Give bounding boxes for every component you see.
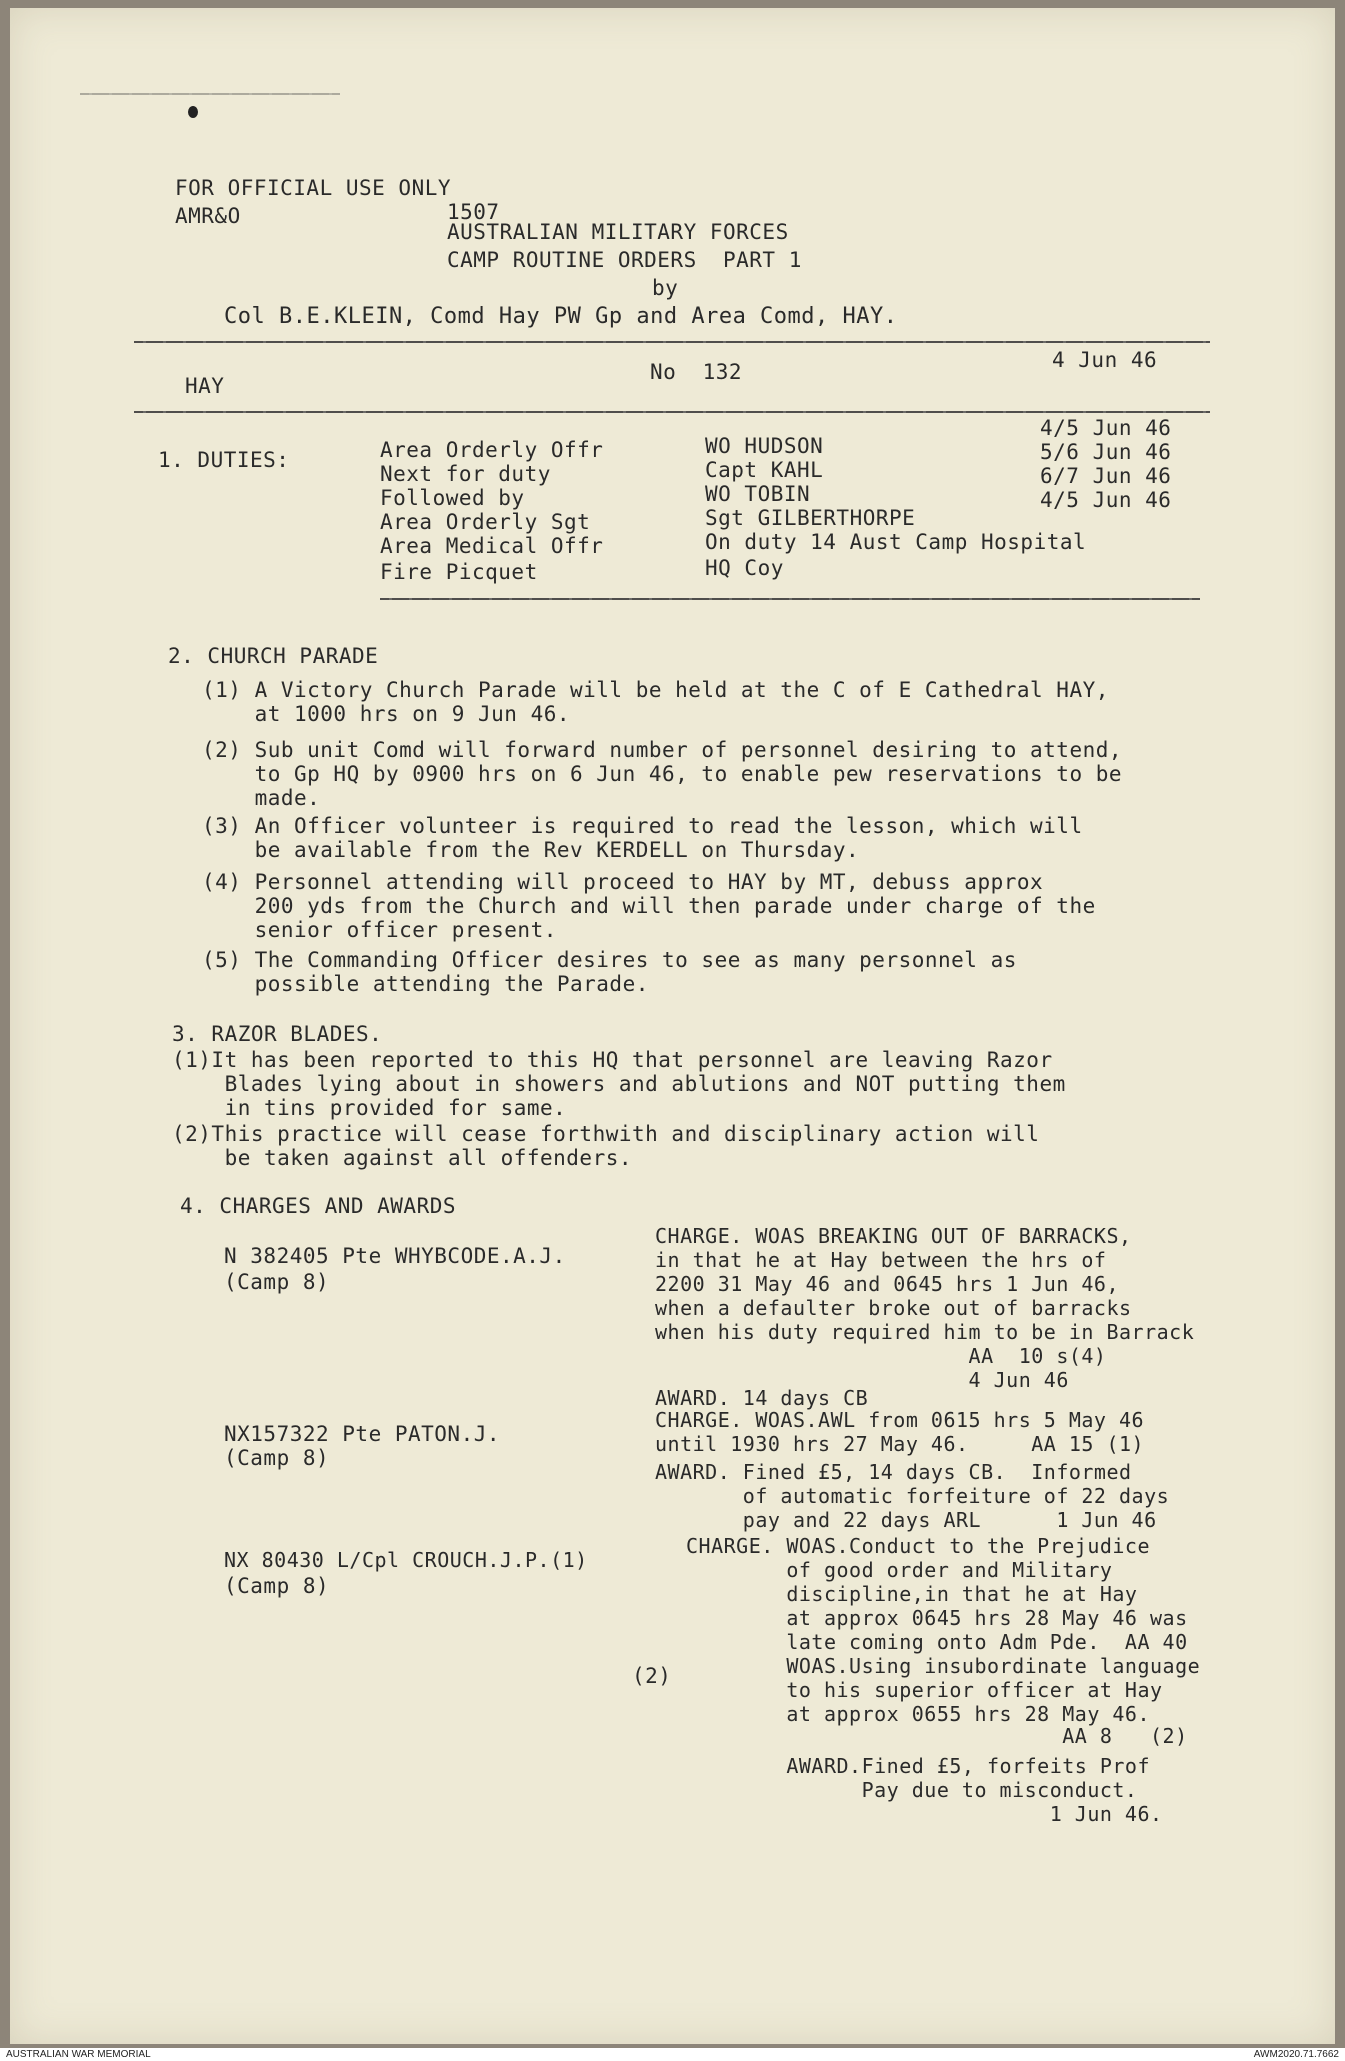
duties-heading: 1. DUTIES: [158,448,290,472]
duty-name: WO TOBIN [705,482,811,506]
church-line: at 1000 hrs on 9 Jun 46. [202,702,571,726]
charge-soldier: N 382405 Pte WHYBCODE.A.J. [224,1244,566,1268]
duty-name: HQ Coy [705,556,784,580]
award-line: 1 Jun 46. [686,1802,1163,1826]
reference-code: AMR&O [175,204,241,228]
razor-line: Blades lying about in showers and ablutions and NOT putting them [172,1072,1066,1096]
charge-line: discipline,in that he at Hay [686,1582,1138,1606]
number-code: 1507 [447,200,500,224]
duty-role: Followed by [380,486,525,510]
church-line: (5) The Commanding Officer desires to see as many personnel as [202,948,1017,972]
force-title: AUSTRALIAN MILITARY FORCES [447,220,789,244]
duty-date: 6/7 Jun 46 [1040,464,1172,488]
church-line: (1) A Victory Church Parade will be held at the C of E Cathedral HAY, [202,678,1109,702]
charge-line: AA 10 s(4) [655,1344,1107,1368]
duty-name: On duty 14 Aust Camp Hospital [705,530,1087,554]
charge-line: in that he at Hay between the hrs of [655,1248,1107,1272]
top-scratch-line [80,93,340,95]
charge-line: WOAS.Using insubordinate language [686,1654,1201,1678]
charge-line: CHARGE. WOAS.Conduct to the Prejudice [686,1534,1151,1558]
charge-line: CHARGE. WOAS.AWL from 0615 hrs 5 May 46 [655,1408,1145,1432]
place-name: HAY [185,374,225,398]
charge-line: late coming onto Adm Pde. AA 40 [686,1630,1188,1654]
church-line: 200 yds from the Church and will then parade under charge of the [202,894,1096,918]
duty-role: Area Orderly Offr [380,438,604,462]
razor-line: (2)This practice will cease forthwith and disciplinary action will [172,1122,1040,1146]
charge-soldier: NX 80430 L/Cpl CROUCH.J.P.(1) [224,1548,588,1572]
razor-heading: 3. RAZOR BLADES. [172,1022,383,1046]
church-line: made. [202,786,321,810]
church-line: be available from the Rev KERDELL on Thursday. [202,838,860,862]
classification-line: FOR OFFICIAL USE ONLY [175,176,452,200]
duty-name: Capt KAHL [705,458,824,482]
award-line: pay and 22 days ARL 1 Jun 46 [655,1508,1157,1532]
charge-line: at approx 0645 hrs 28 May 46 was [686,1606,1188,1630]
charge-camp: (Camp 8) [224,1446,330,1470]
razor-line: in tins provided for same. [172,1096,567,1120]
duty-date: 4/5 Jun 46 [1040,416,1172,440]
duty-role: Next for duty [380,462,551,486]
church-line: (4) Personnel attending will proceed to HAY by MT, debuss approx [202,870,1044,894]
charge-line: AA 8 (2) [686,1724,1188,1748]
charge-line: 4 Jun 46 [655,1368,1069,1392]
award-line: AWARD. 14 days CB [655,1386,869,1410]
charge-line: until 1930 hrs 27 May 46. AA 15 (1) [655,1432,1145,1456]
award-line: Pay due to misconduct. [686,1778,1138,1802]
church-heading: 2. CHURCH PARADE [168,644,379,668]
archive-footer [0,2048,1345,2061]
duties-rule [380,598,1200,600]
duty-role: Fire Picquet [380,560,538,584]
award-line: AWARD. Fined £5, 14 days CB. Informed [655,1460,1132,1484]
header-rule-bottom [134,411,1210,413]
charges-heading: 4. CHARGES AND AWARDS [180,1194,457,1218]
charge-line: at approx 0655 hrs 28 May 46. [686,1702,1151,1726]
archive-name: AUSTRALIAN WAR MEMORIAL [6,2049,151,2060]
charge-camp: (Camp 8) [224,1574,330,1598]
razor-line: be taken against all offenders. [172,1146,633,1170]
duty-date: 4/5 Jun 46 [1040,488,1172,512]
duty-name: Sgt GILBERTHORPE [705,506,916,530]
award-line: AWARD.Fined £5, forfeits Prof [686,1754,1151,1778]
order-number: No 132 [650,360,743,384]
charge-line: of good order and Military [686,1558,1113,1582]
duty-role: Area Medical Offr [380,534,604,558]
header-rule-top [134,341,1210,343]
award-line: of automatic forfeiture of 22 days [655,1484,1170,1508]
issuer-line: Col B.E.KLEIN, Comd Hay PW Gp and Area Comd, HAY. [224,304,898,329]
order-date: 4 Jun 46 [1052,348,1158,372]
page-number: (2) [632,1664,672,1688]
church-line: senior officer present. [202,918,557,942]
charge-line: CHARGE. WOAS BREAKING OUT OF BARRACKS, [655,1224,1132,1248]
church-line: to Gp HQ by 0900 hrs on 6 Jun 46, to enable pew reservations to be [202,762,1123,786]
archive-reference: AWM2020.71.7662 [1253,2049,1339,2060]
duty-name: WO HUDSON [705,434,824,458]
razor-line: (1)It has been reported to this HQ that personnel are leaving Razor [172,1048,1053,1072]
punch-hole-mark [188,106,198,118]
duty-role: Area Orderly Sgt [380,510,591,534]
document-title: CAMP ROUTINE ORDERS PART 1 [447,248,802,272]
charge-line: when a defaulter broke out of barracks [655,1296,1132,1320]
church-line: (3) An Officer volunteer is required to read the lesson, which will [202,814,1083,838]
charge-camp: (Camp 8) [224,1270,330,1294]
duty-date: 5/6 Jun 46 [1040,440,1172,464]
charge-line: to his superior officer at Hay [686,1678,1163,1702]
church-line: (2) Sub unit Comd will forward number of personnel desiring to attend, [202,738,1123,762]
document-page [10,8,1335,2044]
by-line: by [652,276,679,300]
church-line: possible attending the Parade. [202,972,649,996]
charge-soldier: NX157322 Pte PATON.J. [224,1422,501,1446]
charge-line: when his duty required him to be in Barrack [655,1320,1195,1344]
charge-line: 2200 31 May 46 and 0645 hrs 1 Jun 46, [655,1272,1120,1296]
